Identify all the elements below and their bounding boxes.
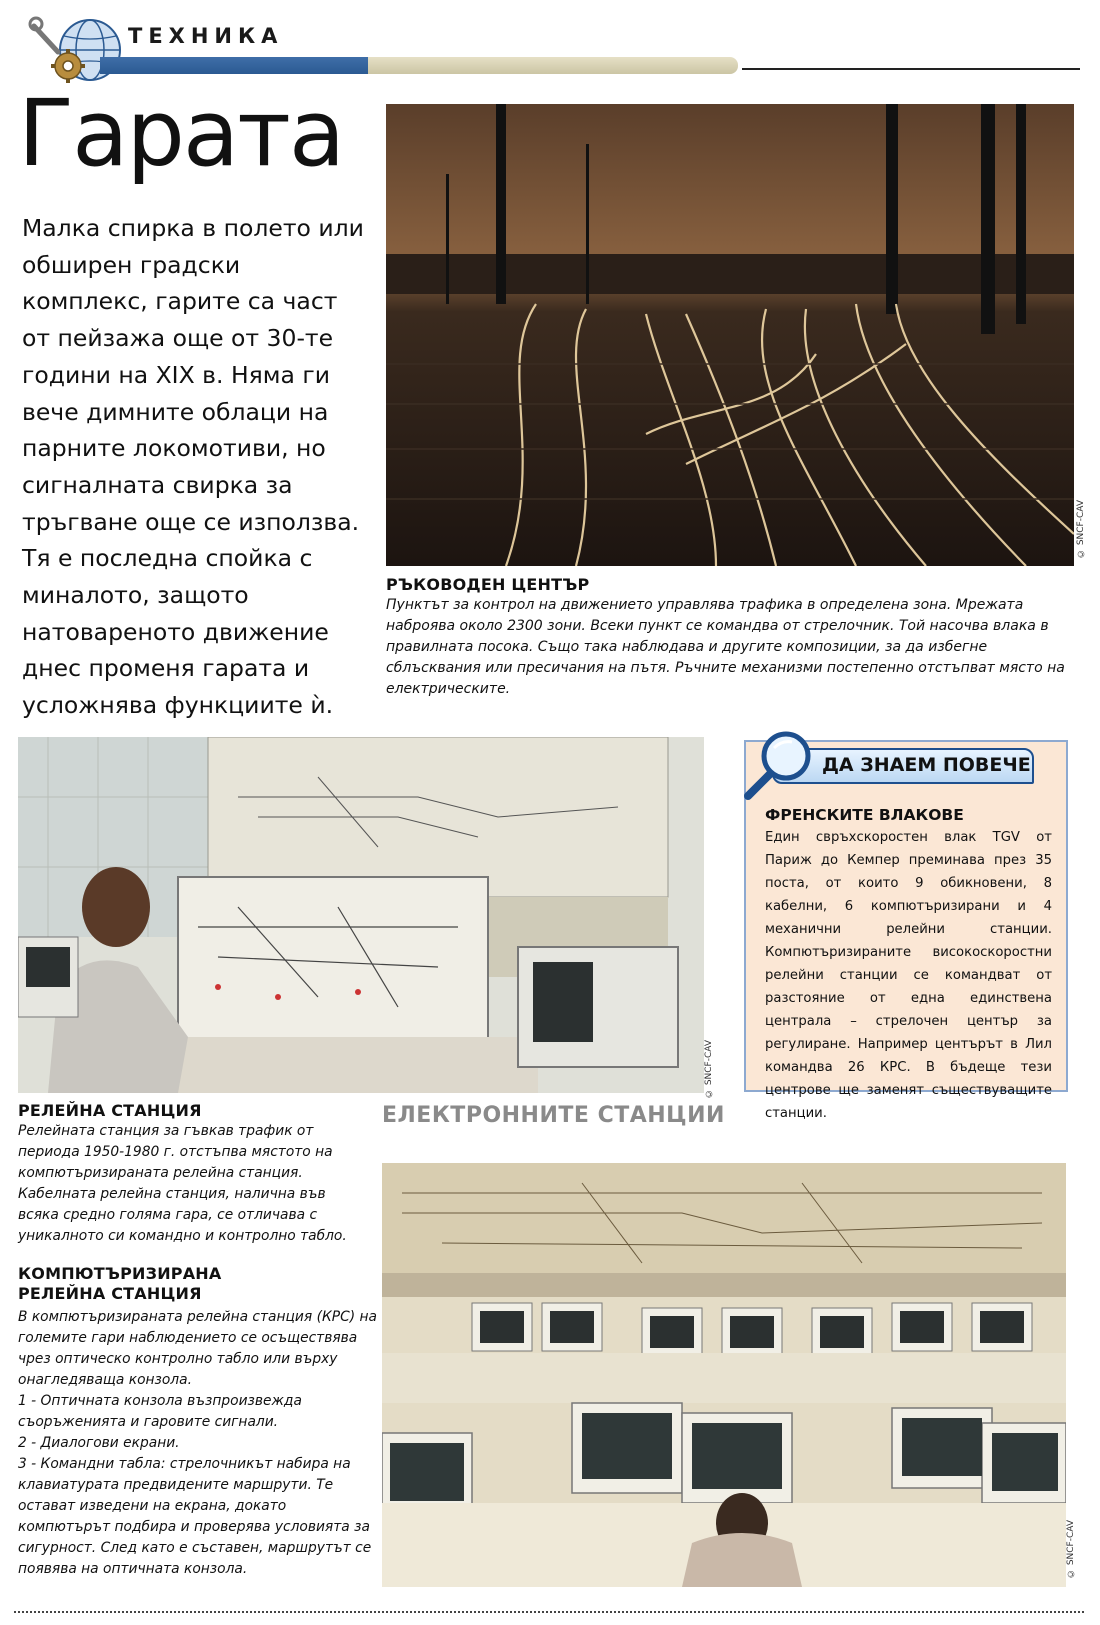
photo-credit: © SNCF-CAV — [704, 1040, 714, 1099]
header-bar-blue — [100, 57, 368, 74]
control-center-caption: Пунктът за контрол на движението управлява трафика в определена зона. Мрежата наброява около 2300 зони. Всеки пункт се командва от стрелочник. Той насочва влака в правилната посока. Също така наблюдава и другите композиции, за да избегне сблъсквания или пресичания на пътя. Ръчните механизми постепенно отстъпват място на електрическите. — [386, 597, 1065, 697]
photo-relay-station — [18, 737, 704, 1093]
page-title: Гарата — [18, 80, 344, 187]
photo-control-room — [382, 1163, 1066, 1587]
computer-station-heading-line2: РЕЛЕЙНА СТАНЦИЯ — [18, 1284, 202, 1303]
info-box-title: ДА ЗНАЕМ ПОВЕЧЕ — [822, 754, 1031, 776]
magnifier-icon — [740, 722, 820, 802]
globe-gear-logo-icon — [28, 12, 124, 88]
section-label: ТЕХНИКА — [128, 24, 284, 48]
info-box-heading: ФРЕНСКИТЕ ВЛАКОВЕ — [765, 806, 964, 824]
relay-station-caption: Релейната станция за гъвкав трафик от периода 1950-1980 г. отстъпва мястото на компютъризираната релейна станция. Кабелната релейна станция, налична във всяка средно голяма гара, се отличава с уникалното си командно и контролно табло. — [18, 1123, 347, 1244]
photo-rail-tracks — [386, 104, 1074, 566]
computer-station-heading-line1: КОМПЮТЪРИЗИРАНА — [18, 1264, 222, 1283]
bottom-dotted-rule — [14, 1611, 1084, 1613]
photo-credit: © SNCF-CAV — [1066, 1520, 1076, 1579]
control-center-heading: РЪКОВОДЕН ЦЕНТЪР — [386, 575, 590, 594]
header-bar-beige — [368, 57, 738, 74]
computer-station-heading — [18, 1264, 221, 1304]
info-box-text: Един свръхскоростен влак TGV от Париж до Кемпер преминава през 35 поста, от които 9 обикновени, 8 кабелни, 6 компютъризирани и 4 механични релейни станции. Компютъризираните високоскоростни релейни станции се командват от разстояние от една единствена централа – стрелочен център за регулиране. Например центърът в Лил командва 26 КРС. В бъдеще тези центрове ще заменят съществуващите станции. — [765, 830, 1052, 1121]
photo-credit: © SNCF-CAV — [1076, 500, 1086, 559]
electronic-stations-heading: ЕЛЕКТРОННИТЕ СТАНЦИИ — [382, 1103, 725, 1128]
header-rule — [742, 68, 1080, 70]
intro-paragraph: Малка спирка в полето или обширен градски комплекс, гарите са част от пейзажа още от 30-те години на XIX в. Няма ги вече димните облаци на парните локомотиви, но сигналната свирка за тръгване още се използва. Тя е последна спойка с миналото, защото натовареното движение днес променя гарата и усложнява функциите ѝ. — [22, 214, 364, 720]
relay-station-heading: РЕЛЕЙНА СТАНЦИЯ — [18, 1101, 202, 1120]
computer-station-caption: В компютъризираната релейна станция (КРС) на големите гари наблюдението се осъществява чрез оптическо контролно табло или върху онагледяваща конзола. 1 - Оптичната конзола възпроизвежда съоръженията и гаровите сигнали. 2 - Диалогови екрани. 3 - Командни табла: стрелочникът набира на клавиатурата предвидените маршрути. Те остават изведени на екрана, докато компютърът подбира и проверява условията за сигурност. След като е съставен, маршрутът се появява на оптичната конзола. — [18, 1309, 377, 1577]
